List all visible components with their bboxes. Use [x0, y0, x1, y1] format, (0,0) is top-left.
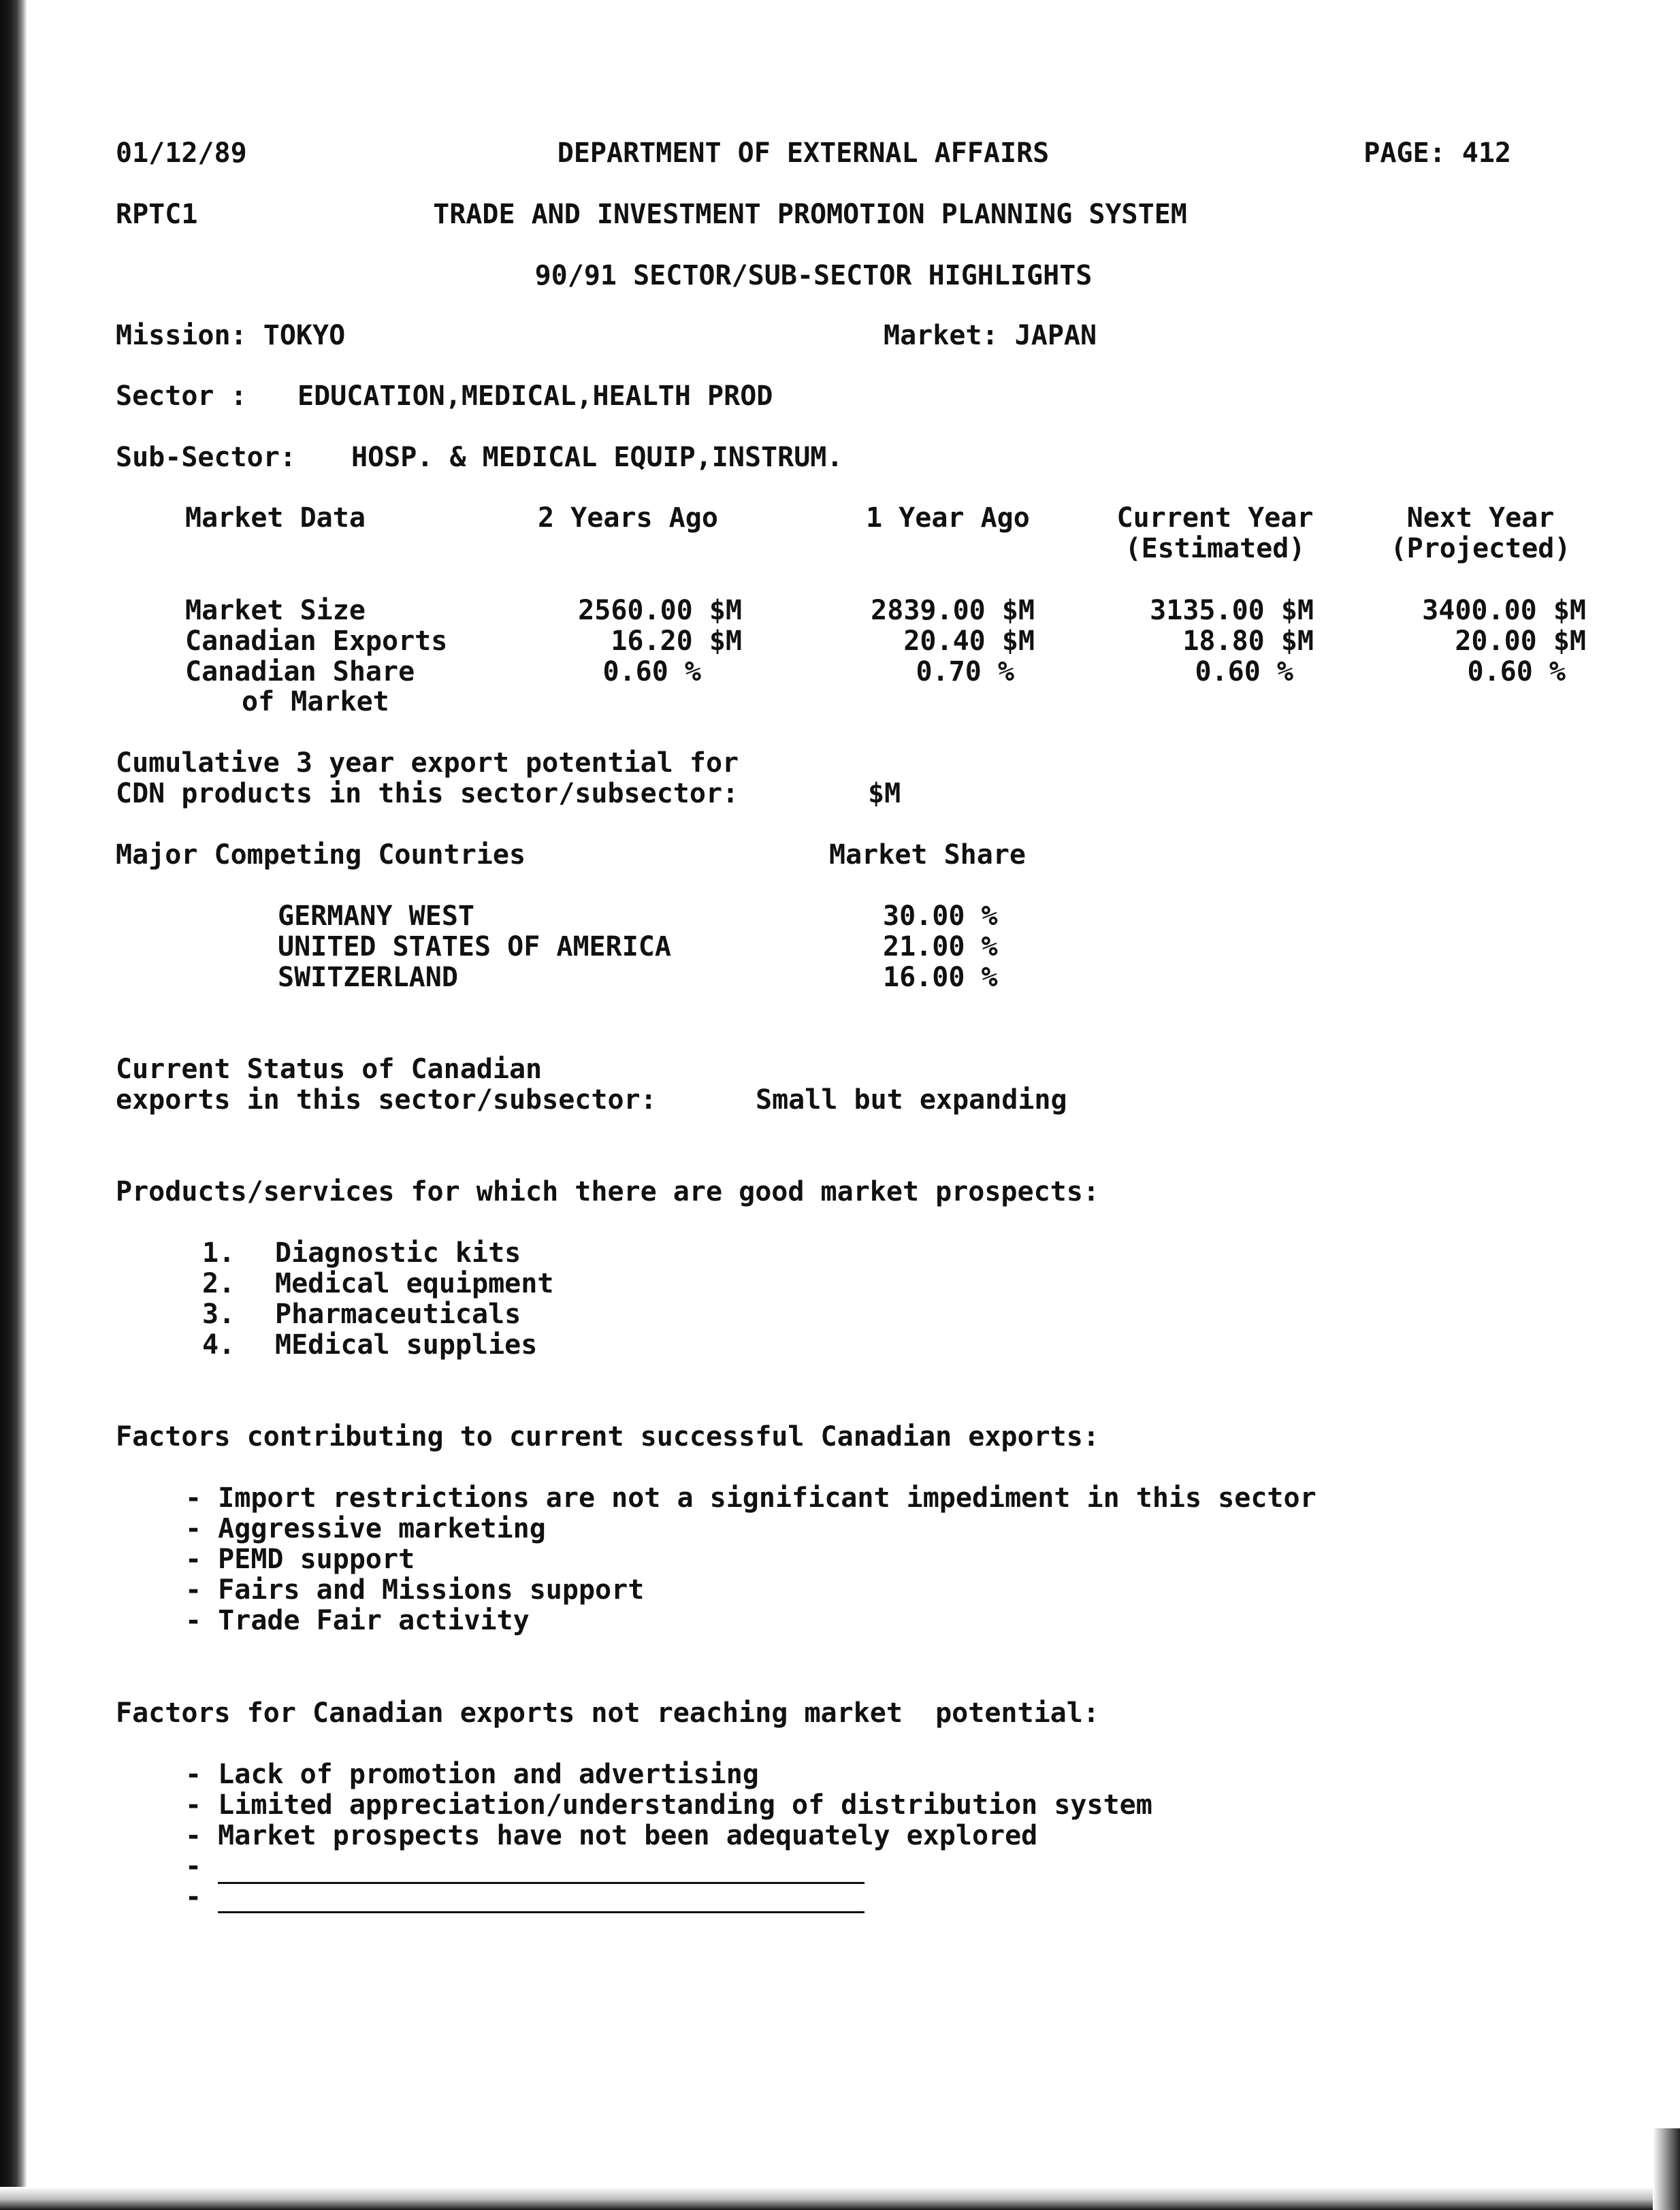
- blank-dash: -: [185, 1881, 202, 1913]
- product-number: 3.: [202, 1299, 236, 1330]
- product-text: MEdical supplies: [275, 1329, 538, 1361]
- cell-value: 20.00 $M: [1455, 625, 1586, 657]
- cumulative-line2: CDN products in this sector/subsector:: [116, 778, 739, 809]
- col-header-1-year-ago: 1 Year Ago: [866, 502, 1030, 534]
- competitor-share: 30.00 %: [883, 900, 998, 932]
- list-item: - Import restrictions are not a significant impediment in this sector: [185, 1482, 1316, 1514]
- product-number: 1.: [202, 1237, 236, 1269]
- department-title: DEPARTMENT OF EXTERNAL AFFAIRS: [557, 137, 1050, 169]
- cell-value: 0.60 %: [1195, 656, 1293, 687]
- system-title: TRADE AND INVESTMENT PROMOTION PLANNING SYSTEM: [433, 199, 1187, 230]
- product-number: 4.: [202, 1329, 236, 1361]
- subsector-value: HOSP. & MEDICAL EQUIP,INSTRUM.: [351, 442, 843, 473]
- competitor-country: UNITED STATES OF AMERICA: [278, 931, 671, 962]
- col-header-2-years-ago: 2 Years Ago: [538, 502, 718, 534]
- cell-value: 0.70 %: [916, 656, 1014, 687]
- list-item: - Market prospects have not been adequately explored: [185, 1820, 1038, 1851]
- success-factors-heading: Factors contributing to current successful Canadian exports:: [116, 1421, 1099, 1452]
- cumulative-value: $M: [868, 778, 901, 809]
- market-share-heading: Market Share: [829, 839, 1026, 871]
- products-heading: Products/services for which there are good market prospects:: [116, 1176, 1099, 1207]
- cell-value: 20.40 $M: [903, 625, 1035, 657]
- cell-value: 0.60 %: [602, 656, 701, 687]
- cumulative-line1: Cumulative 3 year export potential for: [116, 747, 739, 779]
- competitor-share: 21.00 %: [883, 931, 998, 962]
- status-line2: exports in this sector/subsector:: [116, 1084, 657, 1116]
- list-item: - Trade Fair activity: [185, 1605, 530, 1636]
- competitors-heading: Major Competing Countries: [116, 839, 526, 871]
- scan-corner-shadow: [1653, 2128, 1680, 2210]
- row-label: Canadian Exports: [185, 625, 448, 657]
- competitor-share: 16.00 %: [883, 962, 998, 993]
- list-item: - PEMD support: [185, 1544, 415, 1575]
- status-line1: Current Status of Canadian: [116, 1054, 543, 1085]
- row-label: Canadian Share: [185, 656, 415, 687]
- col-header-next-year-sub: (Projected): [1390, 533, 1571, 564]
- page-number: PAGE: 412: [1363, 137, 1511, 169]
- cell-value: 18.80 $M: [1182, 625, 1314, 657]
- col-header-current-year: Current Year: [1116, 502, 1314, 534]
- cell-value: 3135.00 $M: [1150, 595, 1314, 626]
- subsector-label: Sub-Sector:: [116, 442, 296, 473]
- competitor-country: GERMANY WEST: [278, 900, 474, 932]
- sector-label: Sector :: [116, 380, 247, 412]
- cell-value: 16.20 $M: [611, 625, 742, 657]
- product-number: 2.: [202, 1268, 236, 1299]
- mission: Mission: TOKYO: [116, 320, 346, 351]
- product-text: Diagnostic kits: [275, 1237, 521, 1269]
- cell-value: 3400.00 $M: [1422, 595, 1586, 626]
- row-label: Market Size: [185, 595, 366, 626]
- barrier-factors-heading: Factors for Canadian exports not reaching market potential:: [116, 1697, 1099, 1729]
- col-header-next-year: Next Year: [1406, 502, 1555, 534]
- report-code: RPTC1: [116, 199, 198, 230]
- cell-value: 2560.00 $M: [578, 595, 742, 626]
- product-text: Pharmaceuticals: [275, 1299, 521, 1330]
- product-text: Medical equipment: [275, 1268, 554, 1299]
- row-label-continued: of Market: [242, 686, 389, 717]
- sector-value: EDUCATION,MEDICAL,HEALTH PROD: [297, 380, 773, 412]
- list-item: - Limited appreciation/understanding of distribution system: [185, 1789, 1152, 1821]
- cell-value: 2839.00 $M: [871, 595, 1035, 626]
- scan-bottom-edge: [0, 2187, 1680, 2210]
- report-subtitle: 90/91 SECTOR/SUB-SECTOR HIGHLIGHTS: [534, 260, 1093, 291]
- status-value: Small but expanding: [756, 1084, 1067, 1116]
- blank-underline: [218, 1911, 865, 1913]
- scan-left-edge: [0, 0, 27, 2210]
- blank-dash: -: [185, 1851, 202, 1882]
- col-header-market-data: Market Data: [185, 502, 366, 534]
- list-item: - Lack of promotion and advertising: [185, 1759, 759, 1790]
- list-item: - Aggressive marketing: [185, 1513, 546, 1544]
- list-item: - Fairs and Missions support: [185, 1574, 645, 1606]
- market: Market: JAPAN: [884, 320, 1097, 351]
- report-date: 01/12/89: [116, 137, 247, 169]
- blank-underline: [218, 1882, 865, 1884]
- cell-value: 0.60 %: [1467, 656, 1566, 687]
- col-header-current-year-sub: (Estimated): [1125, 533, 1306, 564]
- competitor-country: SWITZERLAND: [278, 962, 458, 993]
